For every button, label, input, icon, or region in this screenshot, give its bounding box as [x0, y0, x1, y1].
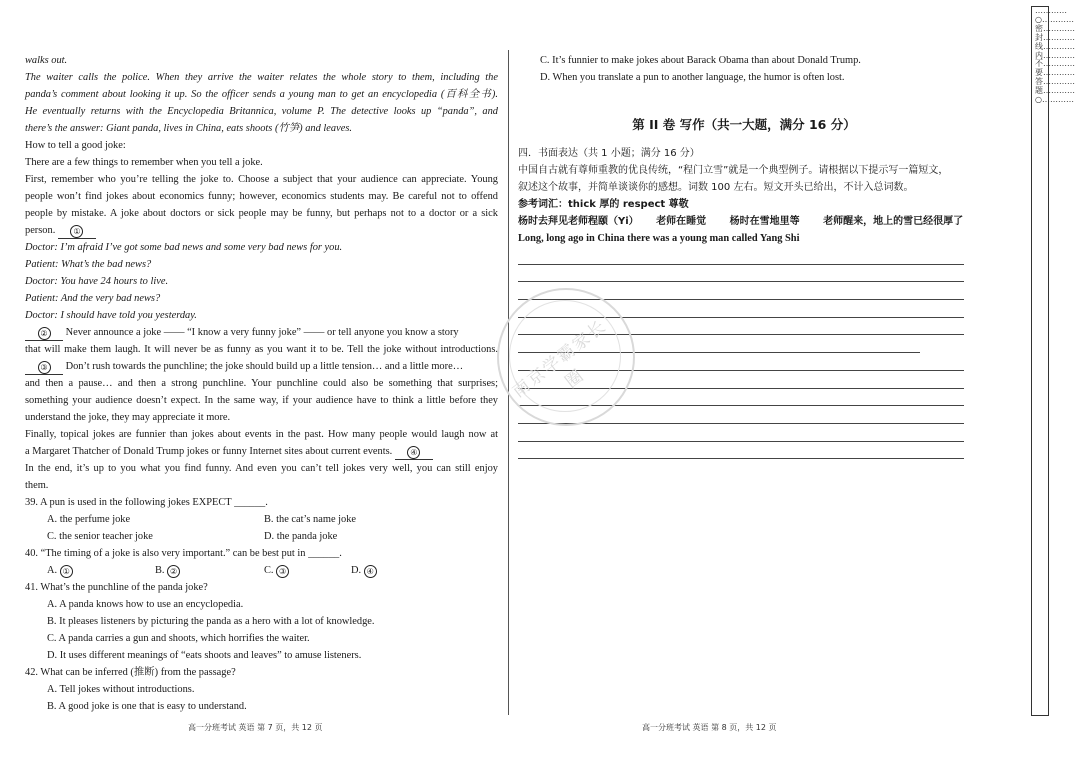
option-c: C. ③ [264, 562, 351, 579]
watermark-seal [497, 288, 635, 426]
question-39: 39. A pun is used in the following jokes EXPECT ______. [25, 497, 268, 508]
text-line: In the end, it’s up to you what you find funny. And even you can’t tell jokes very well, you can still enjoy [25, 463, 498, 474]
essay-opening: Long, long ago in China there was a young man called Yang Shi [518, 233, 800, 244]
text-line: understand the joke, they may appreciate it more. [25, 412, 231, 423]
text-segment: Never announce a joke —— “I know a very funny joke” —— or tell anyone you know a story [65, 327, 459, 338]
task-line: 叙述这个故事，并简单谈谈你的感想。词数 100 左右。短文开头已给出，不计入总词数。 [518, 182, 914, 193]
writing-line[interactable] [518, 265, 964, 283]
text-segment: Don’t rush towards the punchline; the joke should build up a little tension… and a little more… [65, 361, 464, 372]
hint: 杨时在雪地里等 [729, 216, 800, 227]
text-line: something your audience doesn’t expect. In the same way, if your audience have to think a little before they [25, 395, 498, 406]
text-line [25, 443, 498, 460]
text-line: that will make them laugh. It will never be as funny as you want it to be. Tell the joke without introductions. [25, 344, 498, 355]
binding-margin [1031, 6, 1075, 716]
option-b: B. A good joke is one that is easy to understand. [47, 701, 247, 712]
option-b: B. the cat’s name joke [264, 514, 357, 525]
text-line: How to tell a good joke: [25, 140, 126, 151]
text-line: panda’s comment about looking it up. So the officer sends a young man to get an encyclopedia (百科全书). [25, 89, 498, 100]
blank-number: ① [70, 225, 83, 238]
text-line: and then a pause… and then a strong punchline. Your punchline could also be something that surprises; [25, 378, 498, 389]
option-d: D. the panda joke [264, 531, 338, 542]
text-line: He eventually returns with the Encyclopedia Britannica, volume P. The detective looks up “panda”, and [25, 106, 498, 117]
hint: 老师在睡觉 [656, 216, 707, 227]
text-line: walks out. [25, 55, 68, 66]
text-line: There are a few things to remember when you tell a joke. [25, 157, 263, 168]
task-line: 中国自古就有尊师重教的优良传统，“程门立雪”就是一个典型例子。请根据以下提示写一篇短文， [518, 165, 949, 176]
text-line: Finally, topical jokes are funnier than jokes about events in the past. How many people would laugh now at [25, 429, 498, 440]
option-c: C. A panda carries a gun and shoots, which horrifies the waiter. [47, 633, 310, 644]
option-a: A. the perfume joke [47, 514, 131, 525]
option-a: A. ① [47, 562, 155, 579]
blank-number: ③ [38, 361, 51, 374]
text-line: them. [25, 480, 49, 491]
blank-number: ④ [407, 446, 420, 459]
dialogue-line: Doctor: I’m afraid I’ve got some bad news and some very bad news for you. [25, 242, 343, 253]
text-line: First, remember who you’re telling the joke to. Choose a subject that your audience can appreciate. Young [25, 174, 498, 185]
blank-4 [395, 445, 433, 460]
dialogue-line: Doctor: You have 24 hours to live. [25, 276, 169, 287]
question-40: 40. “The timing of a joke is also very important.” can be best put in ______. [25, 548, 342, 559]
text-line [25, 222, 498, 239]
question-42: 42. What can be inferred (推断) from the passage? [25, 667, 236, 678]
part-heading: 四．书面表达（共 1 小题；满分 16 分） [518, 148, 700, 159]
text-line: people by mistake. A joke about doctors or sick people may be funny, but perhaps not to a doctor or a sick [25, 208, 498, 219]
options-row [25, 511, 498, 528]
blank-1 [58, 224, 96, 239]
blank-2 [25, 326, 63, 341]
question-41: 41. What’s the punchline of the panda joke? [25, 582, 208, 593]
options-row [25, 528, 498, 545]
text-line: there’s the answer: Giant panda, lives in China, eats shoots (竹笋) and leaves. [25, 123, 352, 134]
option-a: A. A panda knows how to use an encyclopedia. [47, 599, 244, 610]
option-d: D. When you translate a pun to another language, the humor is often lost. [540, 72, 845, 83]
hints-row [518, 213, 970, 230]
text-line: people won’t find jokes about economics funny; however, economics students may. Be careful not to offend [25, 191, 498, 202]
option-d: D. ④ [351, 562, 377, 579]
vocabulary: 参考词汇：thick 厚的 respect 尊敬 [518, 199, 689, 210]
writing-line[interactable] [518, 247, 964, 265]
blank-3 [25, 360, 63, 375]
options-row [25, 562, 498, 579]
page-footer-right: 高一分班考试 英语 第 8 页，共 12 页 [642, 723, 777, 732]
page-footer-left: 高一分班考试 英语 第 7 页，共 12 页 [188, 723, 323, 732]
option-c: C. the senior teacher joke [47, 531, 153, 542]
binding-text: …………○…………密…………封…………线…………内…………不…………要…………答…………题…………○………… [1035, 6, 1075, 105]
text-segment: person. [25, 225, 56, 236]
text-line [25, 324, 498, 341]
option-a: A. Tell jokes without introductions. [47, 684, 195, 695]
writing-line[interactable] [518, 424, 964, 442]
left-column [25, 52, 498, 715]
hint: 老师醒来，地上的雪已经很厚了 [823, 216, 964, 227]
dialogue-line: Doctor: I should have told you yesterday. [25, 310, 197, 321]
text-line [25, 358, 498, 375]
dialogue-line: Patient: And the very bad news? [25, 293, 161, 304]
section-title: 第 II 卷 写作（共一大题，满分 16 分） [632, 117, 856, 132]
blank-number: ② [38, 327, 51, 340]
text-segment: a Margaret Thatcher of Donald Trump jokes or funny Internet sites about current events. [25, 446, 393, 457]
hint: 杨时去拜见老师程颐（Yi） [518, 216, 639, 227]
option-b: B. ② [155, 562, 264, 579]
writing-line[interactable] [518, 442, 964, 460]
option-b: B. It pleases listeners by picturing the panda as a hero with a lot of knowledge. [47, 616, 375, 627]
text-line: The waiter calls the police. When they arrive the waiter relates the whole story to them, including the [25, 72, 498, 83]
option-c: C. It’s funnier to make jokes about Barack Obama than about Donald Trump. [540, 55, 861, 66]
option-d: D. It uses different meanings of “eats shoots and leaves” to amuse listeners. [47, 650, 362, 661]
dialogue-line: Patient: What’s the bad news? [25, 259, 152, 270]
seal-text: 南京学霸家长圈 [508, 316, 611, 403]
